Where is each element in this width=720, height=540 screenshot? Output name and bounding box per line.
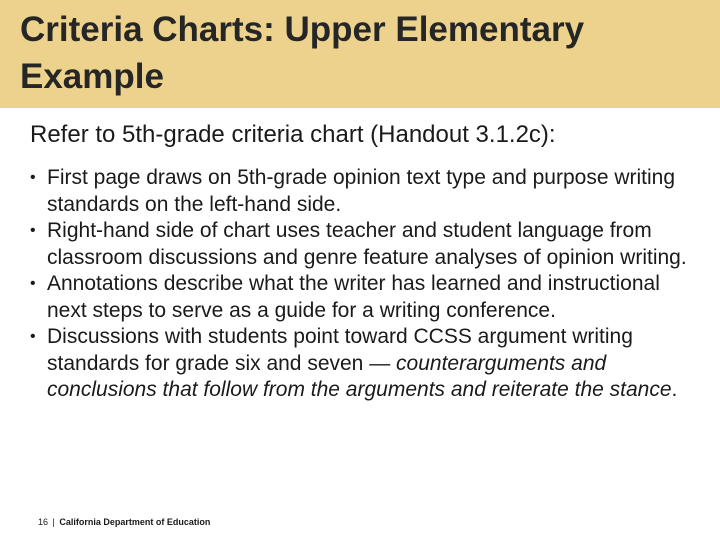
title-band [0,0,720,108]
bullet-item [30,218,700,271]
footer [38,516,210,528]
bullet-text: First page draws on 5th-grade opinion text type and purpose writing standards on the left-hand side. [47,166,676,216]
bullet-text: Discussions with students point toward CCSS argument writing standards for grade six and seven — [47,325,633,375]
bullet-icon: • [30,222,36,239]
bullet-end-punctuation: . [671,378,678,401]
bullet-list [30,165,700,404]
footer-organization: California Department of Education [59,517,211,527]
footer-separator: | [52,517,55,527]
bullet-icon: • [30,275,36,292]
intro-text: Refer to 5th-grade criteria chart (Handout 3.1.2c): [30,121,556,148]
bullet-icon: • [30,169,36,186]
bullet-emphasis-text: counterarguments and conclusions that follow from the arguments and reiterate the stance [47,351,672,401]
bullet-text: Annotations describe what the writer has learned and instructional next steps to serve as a guide for a writing conference. [47,272,660,322]
bullet-item [30,271,700,324]
page-number: 16 [38,517,49,527]
bullet-text: Right-hand side of chart uses teacher and student language from classroom discussions and genre feature analyses of opinion writing. [47,219,687,269]
bullet-item [30,165,700,218]
bullet-icon: • [30,328,36,345]
bullet-item [30,324,700,404]
slide-title: Criteria Charts: Upper Elementary Example [20,10,585,96]
